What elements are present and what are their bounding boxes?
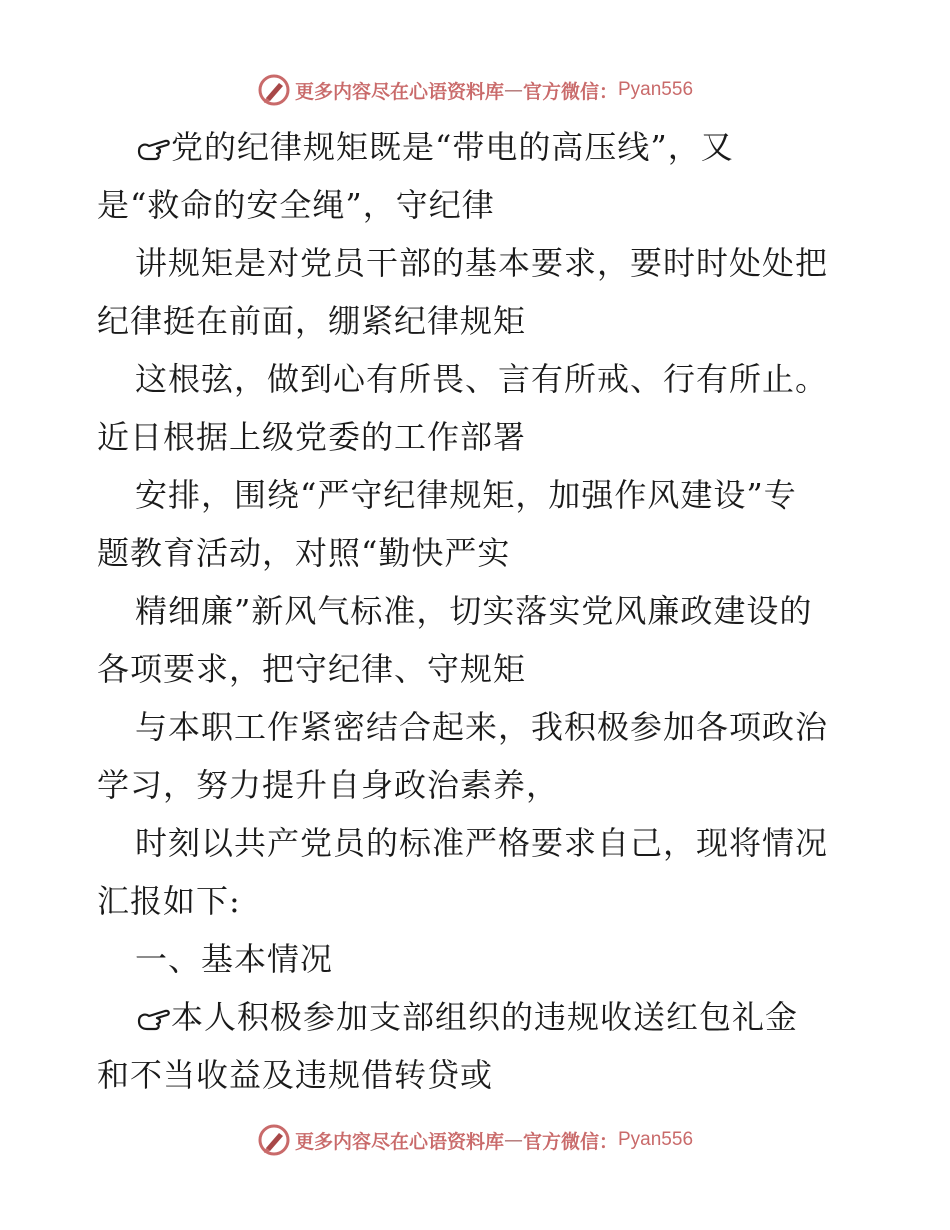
text-line	[97, 466, 857, 524]
text-line	[97, 350, 857, 408]
text-line-content: 是“救命的安全绳”，守纪律	[97, 186, 495, 224]
watermark-text: 更多内容尽在心语资料库	[294, 80, 504, 103]
header-watermark	[0, 70, 950, 110]
text-line	[97, 756, 857, 814]
text-line-content: 本人积极参加支部组织的违规收送红包礼金	[171, 998, 799, 1036]
watermark-text: 更多内容尽在心语资料库	[294, 1130, 504, 1153]
watermark-separator: —	[503, 79, 523, 101]
text-line	[97, 408, 857, 466]
text-line	[97, 872, 857, 930]
text-line	[97, 814, 857, 872]
text-line	[97, 292, 857, 350]
watermark-wechat-id: Pyan556	[618, 79, 694, 100]
text-line-content: 精细廉”新风气标准，切实落实党风廉政建设的	[135, 592, 813, 630]
text-line-content: 和不当收益及违规借转贷或	[97, 1056, 494, 1094]
text-line	[97, 1046, 857, 1104]
hand-pointer-bullet-icon	[135, 135, 173, 161]
text-line	[97, 988, 857, 1046]
watermark-wechat-label: 官方微信：	[522, 1130, 618, 1153]
watermark-wechat-id: Pyan556	[618, 1129, 694, 1150]
text-line-content: 近日根据上级党委的工作部署	[97, 418, 527, 456]
text-line	[97, 524, 857, 582]
pen-logo-icon	[257, 1123, 291, 1157]
text-line-content: 各项要求，把守纪律、守规矩	[97, 650, 527, 688]
text-line-content: 时刻以共产党员的标准严格要求自己，现将情况	[135, 824, 829, 862]
text-line-content: 一、基本情况	[135, 940, 334, 978]
text-line-content: 与本职工作紧密结合起来，我积极参加各项政治	[135, 708, 829, 746]
text-line-content: 安排，围绕“严守纪律规矩，加强作风建设”专	[135, 476, 797, 514]
text-line	[97, 582, 857, 640]
text-line-content: 题教育活动，对照“勤快严实	[97, 534, 511, 572]
text-line	[97, 640, 857, 698]
text-line-content: 纪律挺在前面，绷紧纪律规矩	[97, 302, 527, 340]
text-line-content: 党的纪律规矩既是“带电的高压线”，又	[171, 128, 734, 166]
text-line	[97, 118, 857, 176]
text-line-content: 讲规矩是对党员干部的基本要求，要时时处处把	[135, 244, 829, 282]
text-line	[97, 698, 857, 756]
hand-pointer-bullet-icon	[135, 1005, 173, 1031]
text-line	[97, 176, 857, 234]
text-line-content: 这根弦，做到心有所畏、言有所戒、行有所止。	[135, 360, 829, 398]
footer-watermark	[0, 1120, 950, 1160]
watermark-separator: —	[503, 1129, 523, 1151]
pen-logo-icon	[257, 73, 291, 107]
watermark-wechat-label: 官方微信：	[522, 80, 618, 103]
document-body	[97, 118, 857, 1104]
text-line	[97, 234, 857, 292]
text-line	[97, 930, 857, 988]
text-line-content: 学习，努力提升自身政治素养，	[97, 766, 560, 804]
text-line-content: 汇报如下:	[97, 882, 241, 920]
